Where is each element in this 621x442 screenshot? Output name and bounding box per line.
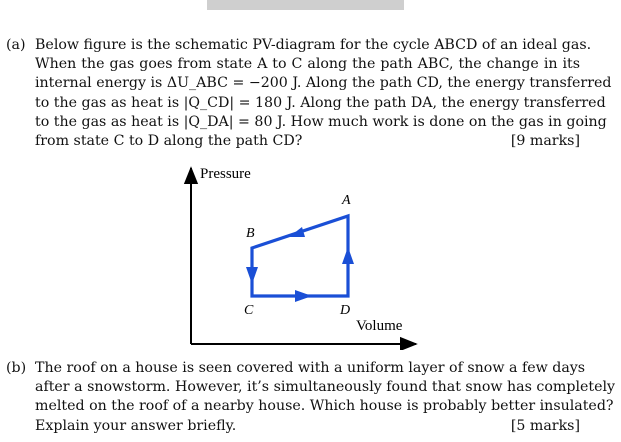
question-b — [6, 359, 616, 436]
question-a-tag: (a) — [6, 37, 26, 53]
question-b-line — [6, 397, 614, 416]
arrow-c-to-d — [295, 290, 312, 302]
question-b-line-3: melted on the roof of a nearby house. Which house is probably better insulated? — [35, 398, 614, 415]
arrow-a-to-b — [289, 227, 305, 237]
point-label-c: C — [244, 303, 254, 318]
top-scroll-bar — [207, 0, 404, 10]
question-a-line — [6, 36, 592, 55]
volume-label: Volume — [356, 318, 403, 334]
question-b-marks: [5 marks] — [510, 417, 580, 434]
question-a-line-3: internal energy is ΔU_ABC = −200 J. Along the path CD, the energy transferred — [35, 75, 612, 92]
point-label-b: B — [246, 226, 255, 241]
question-b-line — [6, 359, 586, 378]
question-a-line-5: to the gas as heat is |Q_DA| = 80 J. How much work is done on the gas in going — [35, 113, 607, 130]
question-b-line — [6, 378, 616, 397]
question-a — [6, 36, 612, 151]
question-a-line-1: Below figure is the schematic PV-diagram for the cycle ABCD of an ideal gas. — [35, 37, 592, 53]
question-a-line — [6, 94, 606, 113]
question-b-line-4: Explain your answer briefly. — [35, 417, 237, 434]
question-a-line — [6, 74, 612, 93]
question-a-line — [6, 132, 580, 151]
question-b-tag: (b) — [6, 360, 27, 376]
question-a-line-6: from state C to D along the path CD? — [35, 133, 303, 150]
question-a-line-2: When the gas goes from state A to C along the path ABC, the change in its — [35, 56, 580, 73]
question-a-marks: [9 marks] — [510, 133, 580, 150]
point-label-d: D — [340, 303, 351, 318]
question-b-line-2: after a snowstorm. However, it’s simultaneously found that snow has completely — [35, 379, 616, 396]
question-a-line — [6, 113, 607, 132]
question-a-line — [6, 55, 580, 74]
question-b-line-1: The roof on a house is seen covered with a uniform layer of snow a few days — [35, 360, 586, 376]
arrow-b-to-c — [246, 267, 258, 284]
cycle-path — [252, 216, 348, 296]
pv-diagram — [180, 160, 430, 350]
arrow-d-to-a — [342, 247, 354, 264]
question-a-line-4: to the gas as heat is |Q_CD| = 180 J. Along the path DA, the energy transferred — [35, 94, 606, 111]
question-b-line — [6, 417, 580, 436]
point-label-a: A — [342, 193, 351, 208]
pressure-label: Pressure — [200, 166, 251, 182]
